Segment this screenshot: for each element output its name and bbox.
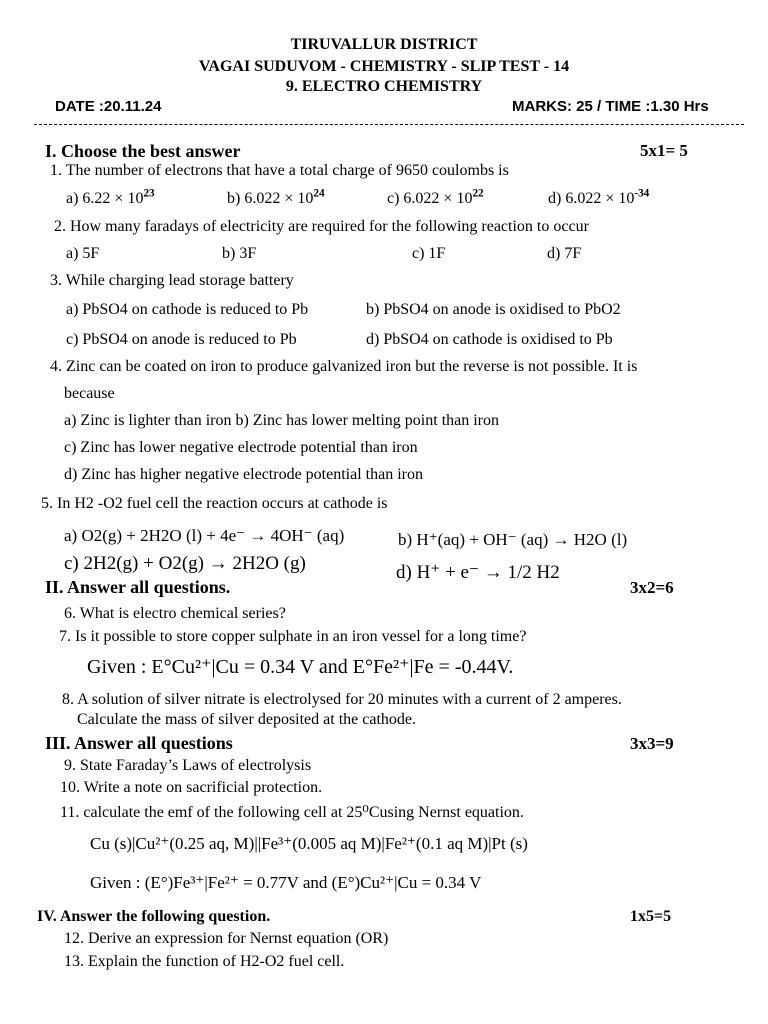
section1-marks: 5x1= 5 <box>640 141 688 160</box>
q3-text: 3. While charging lead storage battery <box>50 272 294 289</box>
q4-option-d: d) Zinc has higher negative electrode potential than iron <box>64 466 423 483</box>
section2-title: II. Answer all questions. <box>45 577 231 597</box>
q2-text: 2. How many faradays of electricity are required for the following reaction to occur <box>54 218 589 235</box>
q2-option-d: d) 7F <box>547 245 582 262</box>
q5-text: 5. In H2 -O2 fuel cell the reaction occurs at cathode is <box>41 495 388 512</box>
q2-option-b: b) 3F <box>222 245 257 262</box>
q5-option-b: b) H⁺(aq) + OH⁻ (aq) → H2O (l) <box>398 530 628 549</box>
header-divider <box>34 124 744 125</box>
q3-option-d: d) PbSO4 on cathode is oxidised to Pb <box>366 331 613 348</box>
q1-option-c: c) $6.022 \times 10^{22}$ <box>387 187 484 207</box>
q1-option-b: b) $6.022 \times 10^{24}$ <box>227 187 325 207</box>
q3-option-c: c) PbSO4 on anode is reduced to Pb <box>66 331 297 348</box>
q5-option-c: c) 2H2(g) + O2(g) → 2H2O (g) <box>64 553 306 574</box>
q2-option-c: c) 1F <box>412 245 446 262</box>
q9-text: 9. State Faraday’s Laws of electrolysis <box>64 757 312 774</box>
q11-text: 11. calculate the emf of the following cell at 25⁰Cusing Nernst equation. <box>60 804 524 821</box>
q3-option-b: b) PbSO4 on anode is oxidised to PbO2 <box>366 301 621 318</box>
q4-option-c: c) Zinc has lower negative electrode potential than iron <box>64 439 418 456</box>
q8-text-cont: Calculate the mass of silver deposited at the cathode. <box>77 711 416 728</box>
q7-given: Given : E°Cu²⁺|Cu = 0.34 V and E°Fe²⁺|Fe = -0.44V. <box>87 656 514 678</box>
section4-marks: 1x5=5 <box>630 908 672 925</box>
q5-option-d: d) H⁺ + e⁻ → 1/2 H2 <box>396 562 560 583</box>
q3-option-a: a) PbSO4 on cathode is reduced to Pb <box>66 301 309 318</box>
section4-title: IV. Answer the following question. <box>37 908 271 925</box>
section3-title: III. Answer all questions <box>45 733 233 753</box>
q13-text: 13. Explain the function of H2-O2 fuel cell. <box>64 953 345 970</box>
test-title: VAGAI SUDUVOM - CHEMISTRY - SLIP TEST - 14 <box>198 58 570 75</box>
q7-text: 7. Is it possible to store copper sulphate in an iron vessel for a long time? <box>59 628 527 645</box>
q1-option-a: a) $6.22 \times 10^{23}$ <box>66 187 155 207</box>
section2-marks: 3x2=6 <box>630 578 674 597</box>
q4-text-cont: because <box>64 385 115 402</box>
section3-marks: 3x3=9 <box>630 734 674 753</box>
q5-option-a: a) O2(g) + 2H2O (l) + 4e⁻ → 4OH⁻ (aq) <box>64 526 345 545</box>
q11-given: Given : (E°)Fe³⁺|Fe²⁺ = 0.77V and (E°)Cu²⁺|Cu = 0.34 V <box>90 873 482 892</box>
section1-title: I. Choose the best answer <box>45 141 241 161</box>
q8-text: 8. A solution of silver nitrate is electrolysed for 20 minutes with a current of 2 amperes. <box>62 691 622 708</box>
q12-text: 12. Derive an expression for Nernst equation (OR) <box>64 930 389 947</box>
chapter-title: 9. ELECTRO CHEMISTRY <box>285 78 483 95</box>
q1-option-d: d) $6.022 \times 10^{-34}$ <box>548 187 650 207</box>
q6-text: 6. What is electro chemical series? <box>64 605 286 622</box>
q2-option-a: a) 5F <box>66 245 100 262</box>
date-label: DATE :20.11.24 <box>55 98 162 115</box>
q4-options-ab: a) Zinc is lighter than iron b) Zinc has lower melting point than iron <box>64 412 500 429</box>
q4-text: 4. Zinc can be coated on iron to produce galvanized iron but the reverse is not possible. It is <box>50 358 638 375</box>
q11-cell-notation: Cu (s)|Cu²⁺(0.25 aq, M)||Fe³⁺(0.005 aq M)|Fe²⁺(0.1 aq M)|Pt (s) <box>90 834 528 853</box>
q1-text: 1. The number of electrons that have a total charge of 9650 coulombs is <box>50 162 509 179</box>
q10-text: 10. Write a note on sacrificial protection. <box>60 779 323 796</box>
district-title: TIRUVALLUR DISTRICT <box>290 36 478 53</box>
marks-time-label: MARKS: 25 / TIME :1.30 Hrs <box>512 98 709 115</box>
